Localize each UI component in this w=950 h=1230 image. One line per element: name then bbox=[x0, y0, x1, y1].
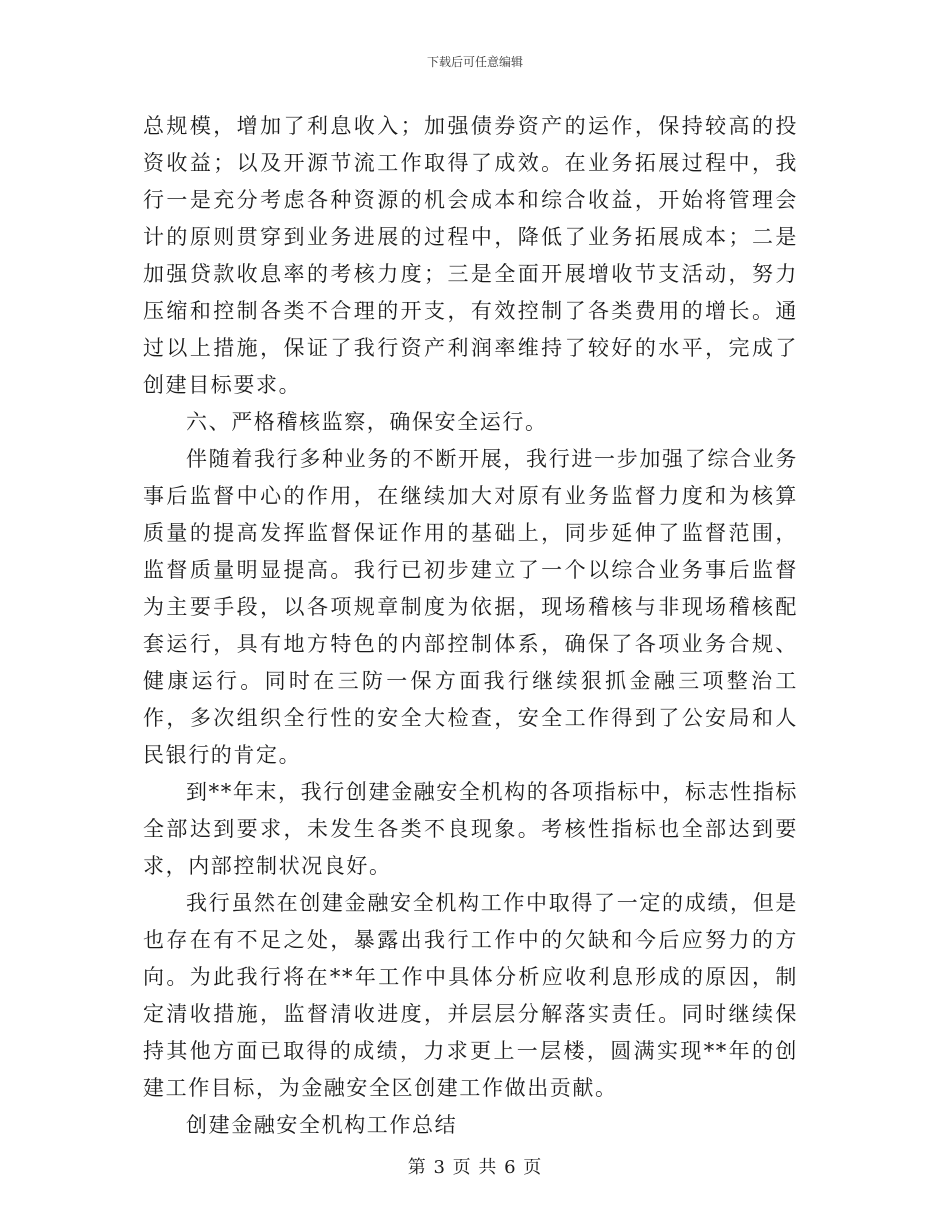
paragraph-audit: 伴随着我行多种业务的不断开展，我行进一步加强了综合业务事后监督中心的作用，在继续加大对原有业务监督力度和为核算质量的提高发挥监督保证作用的基础上，同步延伸了监督范围，监督质量明显提高。我行已初步建立了一个以综合业务事后监督为主要手段，以各项规章制度为依据，现场稽核与非现场稽核配套运行，具有地方特色的内部控制体系，确保了各项业务合规、健康运行。同时在三防一保方面我行继续狠抓金融三项整治工作，多次组织全行性的安全大检查，安全工作得到了公安局和人民银行的肯定。 bbox=[143, 447, 798, 767]
paragraph-continuation: 总规模，增加了利息收入；加强债券资产的运作，保持较高的投资收益；以及开源节流工作取得了成效。在业务拓展过程中，我行一是充分考虑各种资源的机会成本和综合收益，开始将管理会计的原则贯穿到业务进展的过程中，降低了业务拓展成本；二是加强贷款收息率的考核力度；三是全面开展增收节支活动，努力压缩和控制各类不合理的开支，有效控制了各类费用的增长。通过以上措施，保证了我行资产利润率维持了较好的水平，完成了创建目标要求。 bbox=[143, 114, 798, 397]
page-header: 下载后可任意编辑 bbox=[426, 55, 523, 69]
paragraph-shortcomings: 我行虽然在创建金融安全机构工作中取得了一定的成绩，但是也存在有不足之处，暴露出我行工作中的欠缺和今后应努力的方向。为此我行将在**年工作中具体分析应收利息形成的原因，制定清收措施，监督清收进度，并层层分解落实责任。同时继续保持其他方面已取得的成绩，力求更上一层楼，圆满实现**年的创建工作目标，为金融安全区创建工作做出贡献。 bbox=[143, 891, 798, 1100]
document-title-line: 创建金融安全机构工作总结 bbox=[186, 1113, 458, 1137]
paragraph-indicators: 到**年末，我行创建金融安全机构的各项指标中，标志性指标全部达到要求，未发生各类不良现象。考核性指标也全部达到要求，内部控制状况良好。 bbox=[143, 780, 798, 878]
section-heading: 六、严格稽核监察，确保安全运行。 bbox=[186, 410, 548, 434]
page-footer: 第 3 页 共 6 页 bbox=[407, 1157, 543, 1178]
document-body bbox=[143, 108, 798, 1144]
